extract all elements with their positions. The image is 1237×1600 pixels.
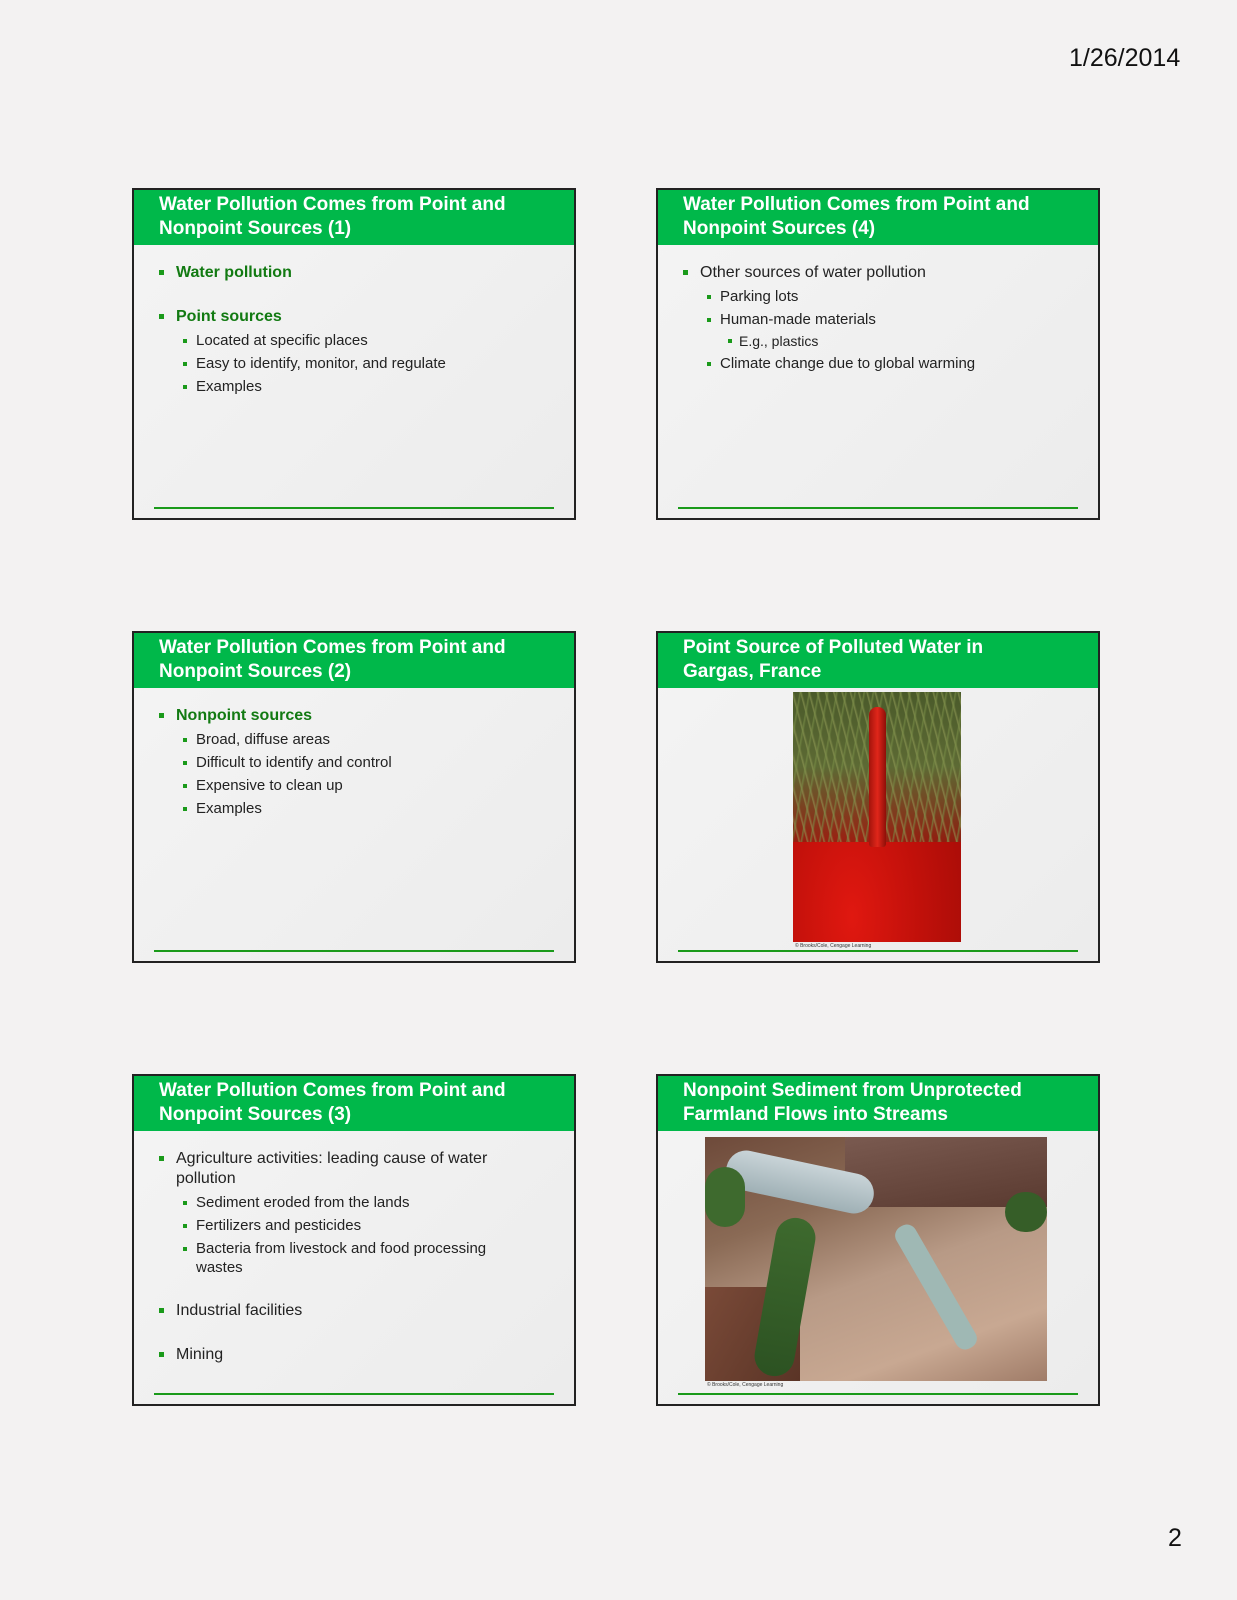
bullet-item: Sediment eroded from the lands	[159, 1193, 524, 1212]
bullet-item: Examples	[159, 377, 554, 396]
farmland-sediment-photo	[705, 1137, 1047, 1381]
slide-footer-divider	[154, 1393, 554, 1395]
bullet-list	[159, 1149, 524, 1365]
red-pipe-photo	[793, 692, 961, 942]
slide-footer-divider	[154, 507, 554, 509]
bullet-list	[683, 263, 1078, 373]
slide-title	[658, 633, 1098, 688]
slide-title-line-1: Water Pollution Comes from Point and	[159, 637, 506, 658]
bullet-item: Mining	[159, 1345, 524, 1365]
photo-credit: © Brooks/Cole, Cengage Learning	[795, 943, 872, 949]
slide-title	[134, 633, 574, 688]
bullet-item: Examples	[159, 799, 554, 818]
bullet-item: E.g., plastics	[683, 332, 1078, 350]
bullet-list	[159, 706, 554, 818]
bullet-item: Nonpoint sources	[159, 706, 554, 726]
slide-title-line-2: Nonpoint Sources (2)	[159, 661, 352, 682]
bullet-item: Located at specific places	[159, 331, 554, 350]
slide-title	[658, 190, 1098, 245]
bullet-list	[159, 263, 554, 396]
bullet-item: Fertilizers and pesticides	[159, 1216, 524, 1235]
slide-title	[658, 1076, 1098, 1131]
slide-title-line-2: Gargas, France	[683, 661, 822, 682]
pipe-shape	[869, 707, 886, 847]
slide-footer-divider	[678, 950, 1078, 952]
slide-title-line-1: Nonpoint Sediment from Unprotected	[683, 1080, 1022, 1101]
bullet-item: Other sources of water pollution	[683, 263, 1078, 283]
slide-title	[134, 190, 574, 245]
bullet-item: Bacteria from livestock and food processing wastes	[159, 1239, 524, 1277]
bullet-item: Water pollution	[159, 263, 554, 283]
photo-credit: © Brooks/Cole, Cengage Learning	[707, 1382, 784, 1388]
slide-title-line-2: Nonpoint Sources (4)	[683, 218, 876, 239]
slide-footer-divider	[678, 1393, 1078, 1395]
slide-title-line-1: Water Pollution Comes from Point and	[683, 194, 1030, 215]
slide-title-line-2: Farmland Flows into Streams	[683, 1104, 948, 1125]
slide-water-pollution-4	[656, 188, 1100, 520]
bullet-item: Difficult to identify and control	[159, 753, 554, 772]
slide-title	[134, 1076, 574, 1131]
bullet-item: Parking lots	[683, 287, 1078, 306]
bullet-item: Easy to identify, monitor, and regulate	[159, 354, 554, 373]
slide-title-line-1: Water Pollution Comes from Point and	[159, 1080, 506, 1101]
slide-title-line-1: Water Pollution Comes from Point and	[159, 194, 506, 215]
slide-point-source-photo	[656, 631, 1100, 963]
slide-title-line-1: Point Source of Polluted Water in	[683, 637, 984, 658]
tree-line	[1005, 1192, 1047, 1232]
bullet-item: Industrial facilities	[159, 1301, 524, 1321]
page-number: 2	[1168, 1524, 1182, 1552]
bullet-item: Agriculture activities: leading cause of water pollution	[159, 1149, 524, 1189]
slide-footer-divider	[678, 507, 1078, 509]
tree-line	[705, 1167, 745, 1227]
bullet-item: Climate change due to global warming	[683, 354, 1078, 373]
bullet-item: Expensive to clean up	[159, 776, 554, 795]
slide-footer-divider	[154, 950, 554, 952]
bullet-item: Point sources	[159, 307, 554, 327]
bullet-item: Broad, diffuse areas	[159, 730, 554, 749]
slide-water-pollution-3	[132, 1074, 576, 1406]
slide-title-line-2: Nonpoint Sources (1)	[159, 218, 352, 239]
bullet-item: Human-made materials	[683, 310, 1078, 329]
slide-water-pollution-2	[132, 631, 576, 963]
page-date: 1/26/2014	[1069, 44, 1181, 72]
slide-water-pollution-1	[132, 188, 576, 520]
slide-nonpoint-sediment-photo	[656, 1074, 1100, 1406]
stream	[891, 1221, 980, 1353]
slide-title-line-2: Nonpoint Sources (3)	[159, 1104, 352, 1125]
